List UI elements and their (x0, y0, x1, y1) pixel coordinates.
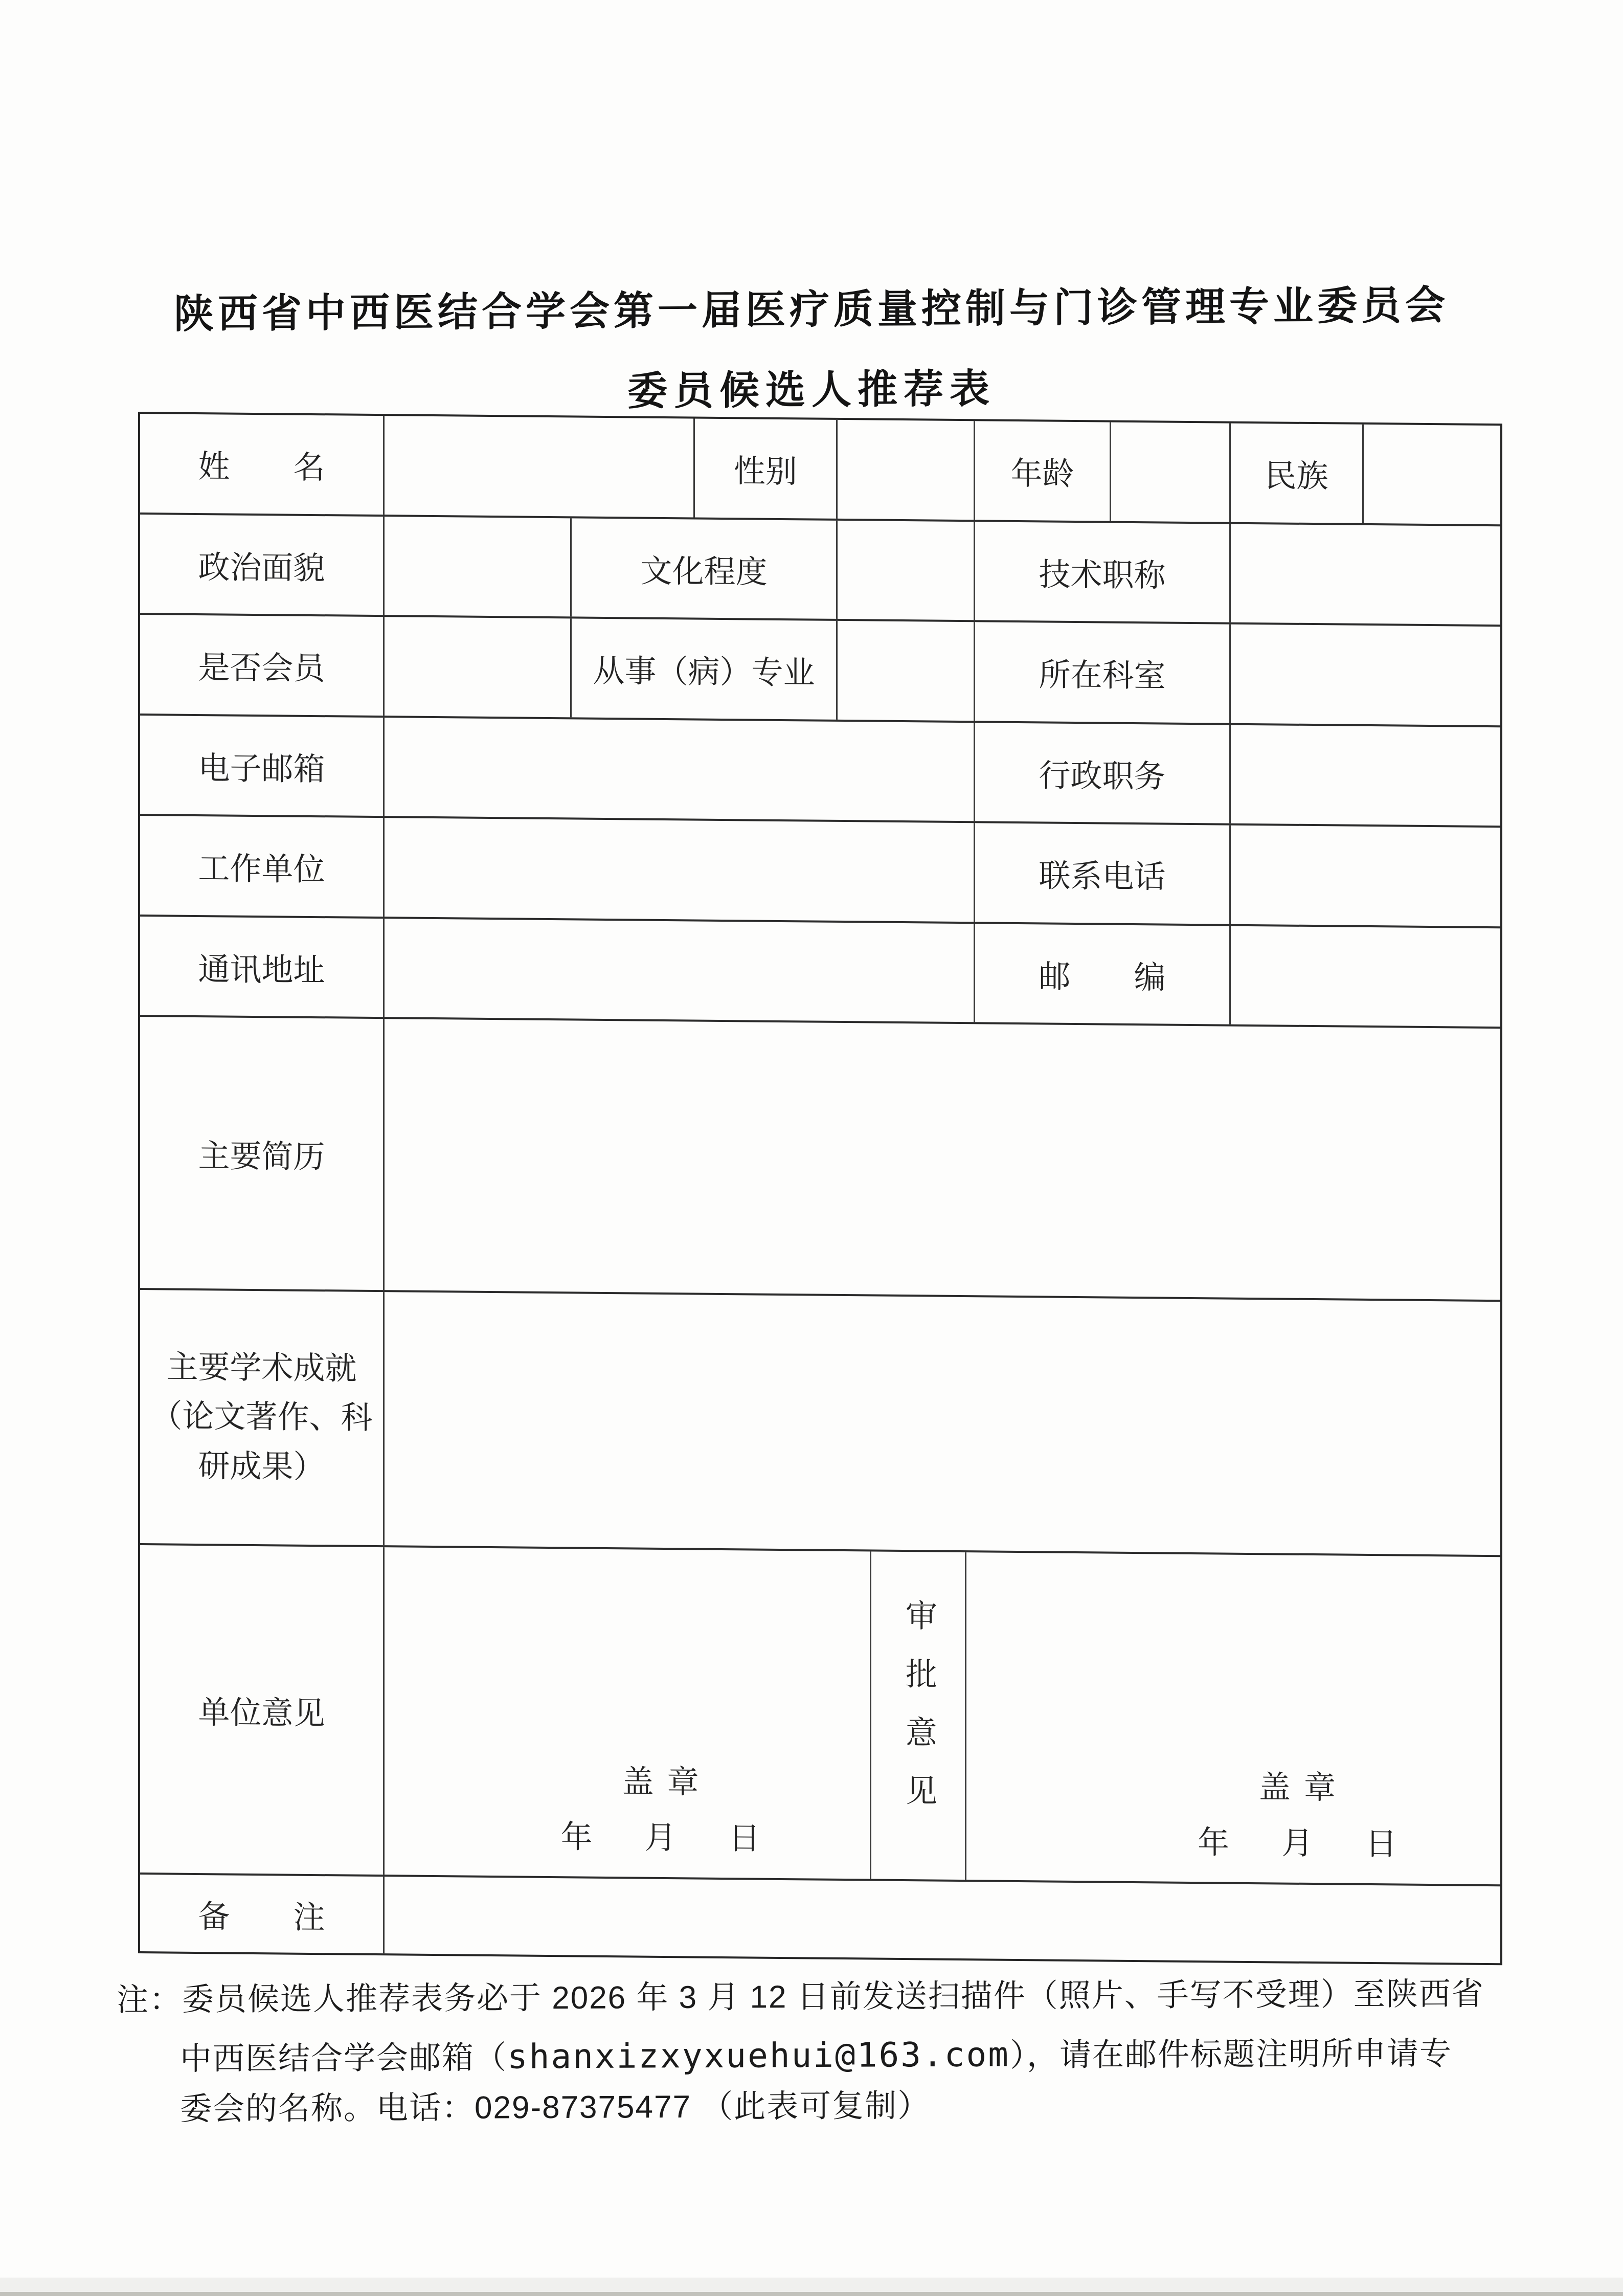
date-line: 年 月 日 (1197, 1825, 1407, 1862)
recommendation-form-table (138, 412, 1502, 1965)
seal-label: 盖章 (622, 1764, 712, 1800)
approval-opinion-field (966, 1552, 1500, 1884)
ethnicity-field (1364, 425, 1500, 524)
gender-field (838, 420, 975, 520)
approval-seal-block (1070, 1760, 1407, 1864)
remarks-field (385, 1877, 1500, 1963)
mailing-address-label: 通讯地址 (140, 917, 385, 1017)
technical-title-label: 技术职称 (975, 522, 1231, 622)
unit-opinion-label: 单位意见 (140, 1545, 385, 1875)
note-line-2 (180, 2028, 1452, 2079)
table-row (140, 917, 1500, 1029)
age-field (1111, 422, 1231, 522)
admin-position-label: 行政职务 (975, 723, 1231, 823)
employer-label: 工作单位 (140, 816, 385, 917)
resume-field (385, 1019, 1500, 1300)
postal-code-label: 邮 编 (975, 924, 1231, 1024)
table-row (140, 414, 1500, 526)
table-row (140, 816, 1500, 928)
postal-code-field (1231, 926, 1500, 1027)
approval-opinion-vertical-text: 审批意见 (900, 1599, 936, 1833)
achievements-label-line2: （论文著作、科 (150, 1398, 373, 1436)
table-row (140, 515, 1500, 627)
age-label: 年龄 (975, 421, 1111, 521)
scanner-edge-artifact (0, 2278, 1623, 2296)
email-field (385, 718, 975, 821)
name-label: 姓 名 (140, 414, 385, 515)
note-line-2-suffix: ），请在邮件标题注明所申请专 (1009, 2036, 1452, 2074)
association-email-text: shanxizxyxuehui@163.com (507, 2035, 1010, 2077)
note-line-2-prefix: 中西医结合学会邮箱（ (180, 2040, 508, 2077)
achievements-label (140, 1290, 385, 1545)
table-row (140, 1017, 1500, 1302)
table-row (140, 1290, 1500, 1557)
achievements-label-line3: 研成果） (198, 1448, 325, 1485)
contact-phone-field (1231, 826, 1500, 927)
technical-title-field (1231, 524, 1500, 625)
education-level-field (838, 521, 975, 620)
specialty-field (838, 621, 975, 721)
resume-label: 主要简历 (140, 1017, 385, 1290)
department-field (1231, 625, 1500, 726)
education-level-label: 文化程度 (572, 518, 838, 619)
seal-label: 盖章 (1258, 1770, 1349, 1806)
table-row (140, 1875, 1500, 1963)
gender-label: 性别 (695, 419, 838, 519)
political-status-field (385, 517, 572, 616)
note-line-3: 委会的名称。电话：029-87375477 （此表可复制） (180, 2088, 931, 2127)
date-line: 年 月 日 (560, 1819, 771, 1857)
achievements-field (385, 1292, 1500, 1555)
specialty-label: 从事（病）专业 (572, 618, 838, 720)
contact-phone-label: 联系电话 (975, 823, 1231, 924)
remarks-label: 备 注 (140, 1875, 385, 1953)
department-label: 所在科室 (975, 622, 1231, 723)
admin-position-field (1231, 725, 1500, 826)
unit-opinion-field (385, 1547, 871, 1879)
membership-label: 是否会员 (140, 615, 385, 716)
membership-field (385, 617, 572, 717)
form-title-line1: 陕西省中西医结合学会第一届医疗质量控制与门诊管理专业委员会 (173, 282, 1449, 337)
political-status-label: 政治面貌 (140, 515, 385, 615)
approval-opinion-label (871, 1552, 966, 1880)
employer-field (385, 818, 975, 922)
note-line-1: 注：委员候选人推荐表务必于 2026 年 3 月 12 日前发送扫描件（照片、手写不受理）至陕西省 (117, 1976, 1484, 2018)
name-field (385, 416, 695, 517)
table-row (140, 716, 1500, 828)
email-label: 电子邮箱 (140, 716, 385, 816)
ethnicity-label: 民族 (1231, 423, 1364, 523)
table-row (140, 1545, 1500, 1886)
table-row (140, 615, 1500, 727)
mailing-address-field (385, 919, 975, 1022)
unit-seal-block (494, 1755, 771, 1859)
achievements-label-line1: 主要学术成就 (166, 1349, 357, 1387)
form-title-line2: 委员候选人推荐表 (627, 366, 996, 414)
